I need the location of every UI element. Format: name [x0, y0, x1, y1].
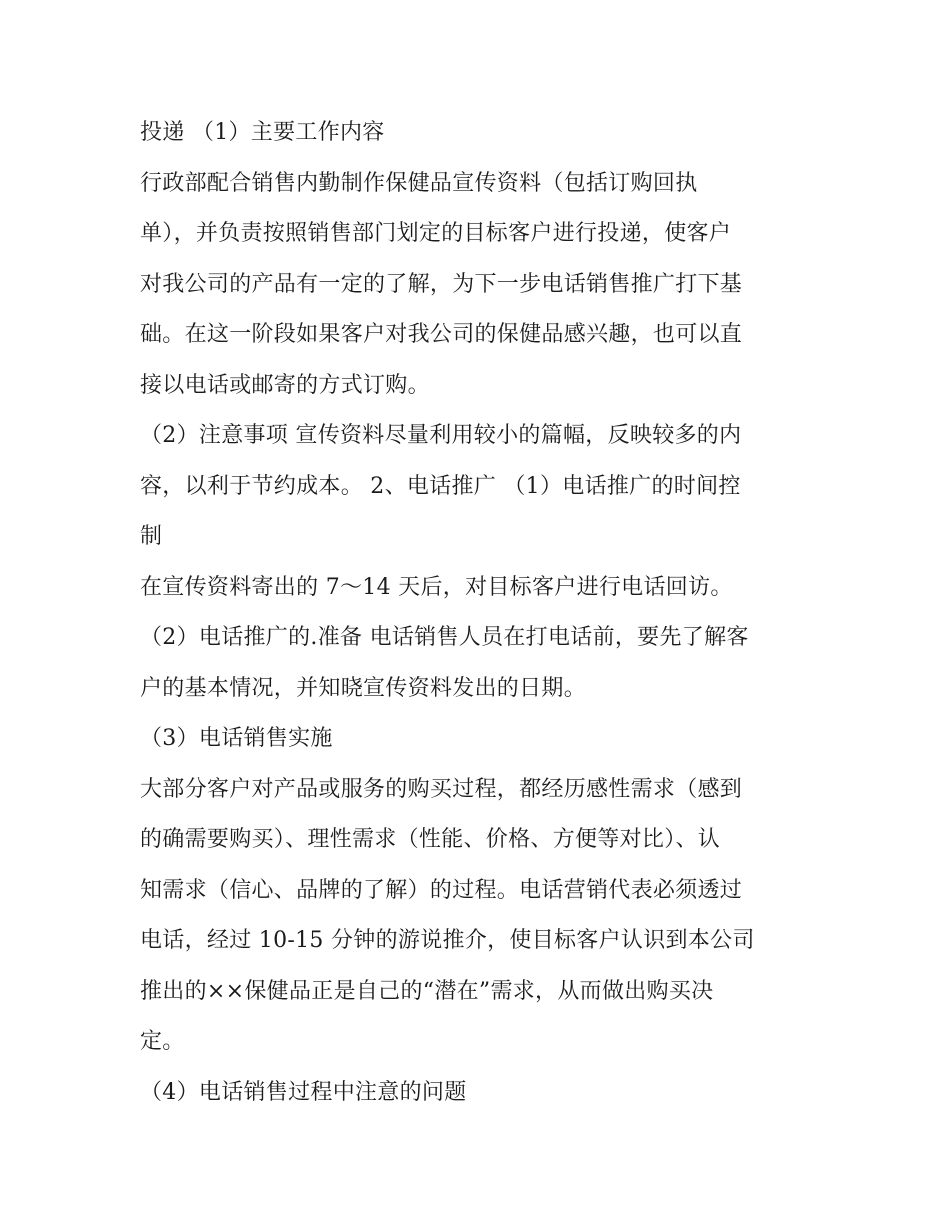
- text-line: 容，以利于节约成本。 2、电话推广 （1）电话推广的时间控: [140, 473, 741, 499]
- text-line: 单），并负责按照销售部门划定的目标客户进行投递，使客户: [140, 221, 732, 246]
- text-line: 电话，经过 10-15 分钟的游说推介，使目标客户认识到本公司: [140, 928, 755, 953]
- text-line: 推出的××保健品正是自己的“潜在”需求，从而做出购买决: [140, 978, 714, 1004]
- text-line: 接以电话或邮寄的方式订购。: [140, 372, 430, 398]
- text-line: （3）电话销售实施: [140, 726, 333, 751]
- text-line: （2）注意事项 宣传资料尽量利用较小的篇幅，反映较多的内: [140, 423, 742, 448]
- text-line: 行政部配合销售内勤制作保健品宣传资料（包括订购回执: [140, 170, 698, 196]
- text-line: 大部分客户对产品或服务的购买过程，都经历感性需求（感到: [140, 776, 743, 802]
- text-line: 制: [140, 524, 163, 549]
- document-body: [140, 108, 820, 1118]
- text-line: （2）电话推广的.准备 电话销售人员在打电话前，要先了解客: [140, 625, 749, 650]
- text-line: 户的基本情况，并知晓宣传资料发出的日期。: [140, 675, 587, 701]
- text-line: 础。在这一阶段如果客户对我公司的保健品感兴趣，也可以直: [140, 322, 743, 347]
- text-line: 的确需要购买）、理性需求（性能、价格、方便等对比）、认: [140, 827, 721, 852]
- text-line: 对我公司的产品有一定的了解，为下一步电话销售推广打下基: [140, 271, 743, 297]
- text-line: 在宣传资料寄出的 7～14 天后，对目标客户进行电话回访。: [140, 574, 733, 600]
- text-line: 投递 （1）主要工作内容: [140, 120, 385, 145]
- text-line: （4）电话销售过程中注意的问题: [140, 1079, 467, 1105]
- text-line: 定。: [140, 1029, 185, 1054]
- text-line: 知需求（信心、品牌的了解）的过程。电话营销代表必须透过: [140, 877, 743, 903]
